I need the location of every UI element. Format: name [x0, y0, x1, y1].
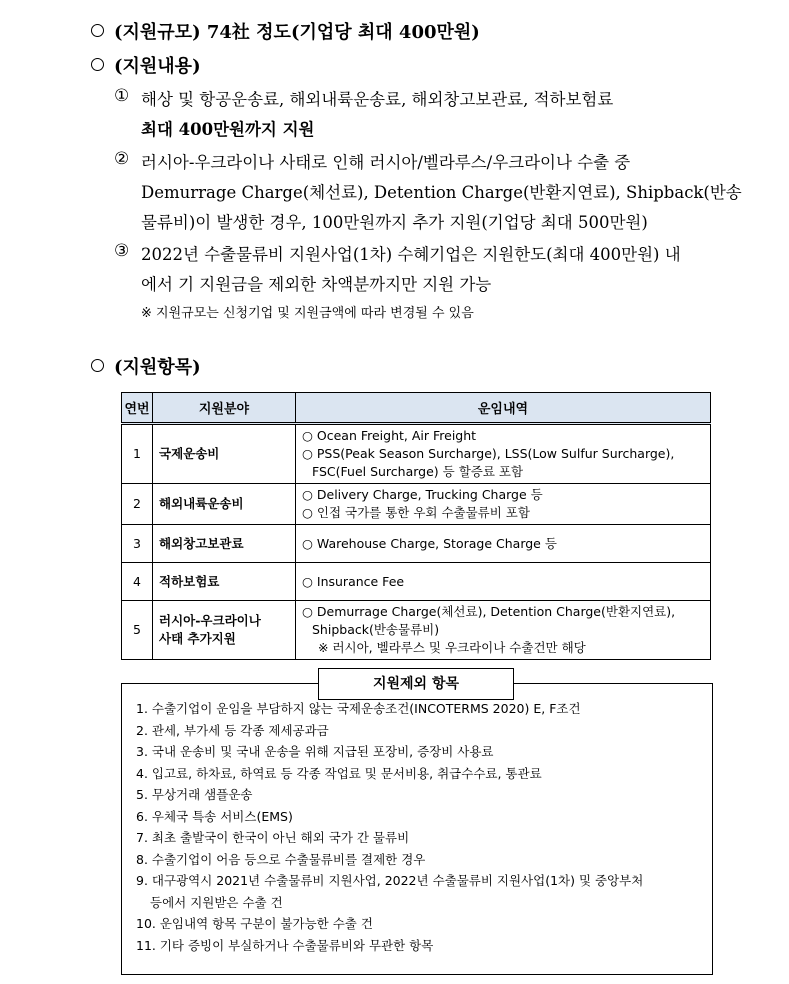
- detail-line: FSC(Fuel Surcharge) 등 할증료 포함: [312, 464, 524, 479]
- row-no: 3: [122, 525, 153, 563]
- item-2-line-3: 물류비)이 발생한 경우, 100만원까지 추가 지원(기업당 최대 500만원): [141, 213, 648, 232]
- field-line: 사태 추가지원: [159, 631, 236, 646]
- detail-line: ○ Demurrage Charge(체선료), Detention Charge(반환지연료),: [302, 604, 676, 619]
- exclusions-title: 지원제외 항목: [318, 668, 514, 700]
- detail-line: ○ PSS(Peak Season Surcharge), LSS(Low Sulfur Surcharge),: [302, 446, 675, 461]
- detail-line: ○ Ocean Freight, Air Freight: [302, 428, 477, 443]
- item-marker-3: ③: [114, 241, 130, 261]
- detail-line: ○ Insurance Fee: [302, 573, 405, 589]
- row-details: [296, 563, 711, 601]
- table-header-row: [122, 393, 711, 424]
- list-item: 1. 수출기업이 운임을 부담하지 않는 국제운송조건(INCOTERMS 2020) E, F조건: [136, 701, 581, 716]
- detail-line: ○ 인접 국가를 통한 우회 수출물류비 포함: [302, 505, 530, 520]
- table-row: [122, 601, 711, 660]
- row-field: 해외내륙운송비: [153, 484, 296, 525]
- table-row: [122, 424, 711, 484]
- row-details: [296, 484, 711, 525]
- list-item: 6. 우체국 특송 서비스(EMS): [136, 808, 293, 824]
- content-heading: (지원내용): [114, 56, 201, 77]
- item-2-line-2: Demurrage Charge(체선료), Detention Charge(반환지연료), Shipback(반송: [141, 183, 742, 202]
- list-item: 5. 무상거래 샘플운송: [136, 787, 253, 802]
- row-no: 1: [122, 424, 153, 484]
- detail-line: Shipback(반송물류비): [312, 622, 440, 637]
- list-item: 11. 기타 증빙이 부실하거나 수출물류비와 무관한 항목: [136, 937, 434, 953]
- list-item: 7. 최초 출발국이 한국이 아닌 해외 국가 간 물류비: [136, 830, 410, 845]
- list-item: 10. 운임내역 항목 구분이 불가능한 수출 건: [136, 916, 373, 931]
- row-details: [296, 424, 711, 484]
- list-item: 등에서 지원받은 수출 건: [150, 894, 283, 910]
- list-item: 2. 관세, 부가세 등 각종 제세공과금: [136, 722, 329, 738]
- header-field: 지원분야: [153, 393, 296, 424]
- row-no: 4: [122, 563, 153, 601]
- support-items-heading: (지원항목): [114, 357, 201, 378]
- bullet-circle-icon: [91, 58, 104, 71]
- item-1-line-2: 최대 400만원까지 지원: [141, 120, 315, 139]
- row-field: 해외창고보관료: [153, 525, 296, 563]
- header-no: 연번: [122, 393, 153, 424]
- exclusions-list: [122, 684, 712, 956]
- list-item: 3. 국내 운송비 및 국내 운송을 위해 지급된 포장비, 증장비 사용료: [136, 744, 494, 759]
- detail-line: ○ Delivery Charge, Trucking Charge 등: [302, 487, 543, 502]
- detail-line: ※ 러시아, 벨라루스 및 우크라이나 수출건만 해당: [318, 640, 586, 655]
- row-field: 국제운송비: [153, 424, 296, 484]
- table-row: [122, 563, 711, 601]
- item-2-line-1: 러시아-우크라이나 사태로 인해 러시아/벨라루스/우크라이나 수출 중: [141, 153, 631, 172]
- item-3-line-1: 2022년 수출물류비 지원사업(1차) 수혜기업은 지원한도(최대 400만원) 내: [141, 245, 681, 264]
- list-item: 8. 수출기업이 어음 등으로 수출물류비를 결제한 경우: [136, 851, 426, 867]
- list-item: 4. 입고료, 하차료, 하역료 등 각종 작업료 및 문서비용, 취급수수료, 통관료: [136, 765, 542, 781]
- header-details: 운임내역: [296, 393, 711, 424]
- row-details: [296, 601, 711, 660]
- field-line: 러시아-우크라이나: [159, 613, 261, 628]
- row-field: [153, 601, 296, 660]
- table-row: [122, 525, 711, 563]
- table-row: [122, 484, 711, 525]
- bullet-circle-icon: [91, 359, 104, 372]
- row-no: 2: [122, 484, 153, 525]
- item-marker-2: ②: [114, 149, 130, 169]
- support-items-table: [121, 392, 711, 660]
- item-1-line-1: 해상 및 항공운송료, 해외내륙운송료, 해외창고보관료, 적하보험료: [141, 90, 614, 109]
- row-no: 5: [122, 601, 153, 660]
- bullet-circle-icon: [91, 24, 104, 37]
- list-item: 9. 대구광역시 2021년 수출물류비 지원사업, 2022년 수출물류비 지원사업(1차) 및 중앙부처: [136, 873, 644, 888]
- item-marker-1: ①: [114, 86, 130, 106]
- row-field: 적하보험료: [153, 563, 296, 601]
- scale-heading: (지원규모) 74社 정도(기업당 최대 400만원): [114, 22, 480, 43]
- detail-line: ○ Warehouse Charge, Storage Charge 등: [302, 535, 557, 551]
- row-details: [296, 525, 711, 563]
- scale-note: ※ 지원규모는 신청기업 및 지원금액에 따라 변경될 수 있음: [141, 306, 474, 321]
- item-3-line-2: 에서 기 지원금을 제외한 차액분까지만 지원 가능: [141, 275, 492, 294]
- exclusions-box: [121, 683, 713, 975]
